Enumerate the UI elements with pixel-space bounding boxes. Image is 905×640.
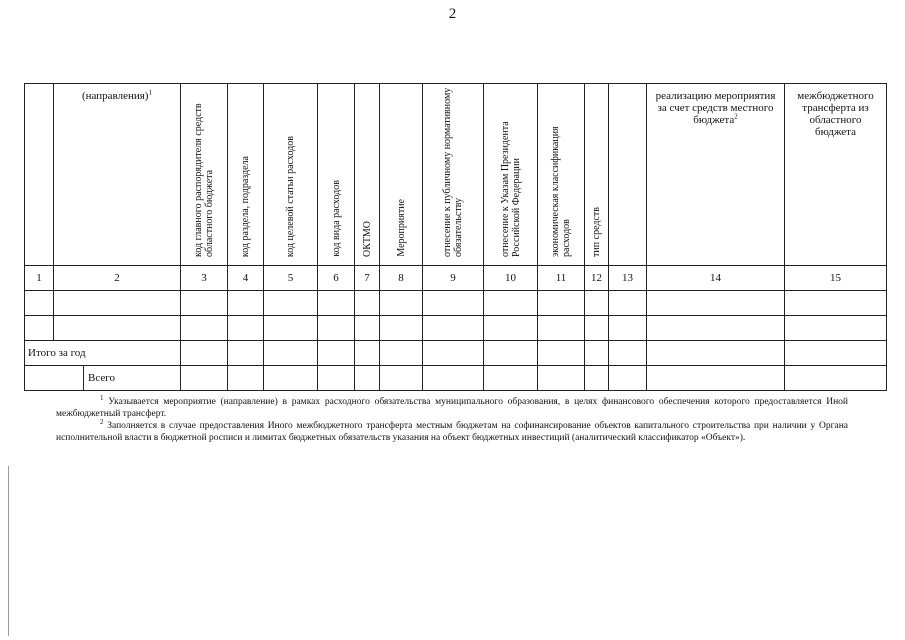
table-cell[interactable] — [423, 366, 484, 391]
table-cell[interactable] — [380, 316, 423, 341]
header-cell-6 — [318, 84, 355, 266]
column-number: 6 — [318, 266, 355, 291]
column-number: 1 — [25, 266, 54, 291]
table-cell[interactable] — [228, 291, 264, 316]
table-cell[interactable] — [647, 291, 785, 316]
year-total-label: Итого за год — [25, 341, 181, 366]
table-cell[interactable] — [585, 291, 609, 316]
table-row — [25, 291, 887, 316]
header-row — [25, 84, 887, 266]
header-oktmo: ОКТМО — [361, 221, 373, 257]
table-cell[interactable] — [54, 316, 181, 341]
footnotes — [56, 393, 848, 445]
column-number: 14 — [647, 266, 785, 291]
table-cell[interactable] — [538, 316, 585, 341]
table-cell[interactable] — [423, 291, 484, 316]
header-cell-1 — [25, 84, 54, 266]
table-cell[interactable] — [181, 366, 228, 391]
header-cell-8 — [380, 84, 423, 266]
header-target-item-code: код целевой статьи расходов — [285, 135, 296, 257]
table-cell[interactable] — [484, 341, 538, 366]
table-cell[interactable] — [380, 341, 423, 366]
table-cell[interactable] — [380, 291, 423, 316]
header-section-code: код раздела, подраздела — [240, 155, 251, 257]
column-number: 9 — [423, 266, 484, 291]
column-number: 11 — [538, 266, 585, 291]
header-local-budget-footnote-marker: 2 — [734, 112, 738, 121]
header-regional-transfer: межбюджетного трансферта из областного бюджета — [797, 90, 874, 138]
table-cell[interactable] — [423, 316, 484, 341]
table-cell[interactable] — [609, 291, 647, 316]
table-cell[interactable] — [380, 366, 423, 391]
grand-total-row — [25, 366, 887, 391]
header-funds-type: тип средств — [591, 207, 602, 257]
header-cell-3 — [181, 84, 228, 266]
header-presidential-decrees: отнесение к Указам Президента Российской Федерации — [499, 121, 522, 257]
header-direction-label: (направления) — [82, 90, 149, 102]
table-cell[interactable] — [228, 366, 264, 391]
table-cell[interactable] — [264, 291, 318, 316]
table-cell[interactable] — [585, 316, 609, 341]
page-number: 2 — [448, 6, 457, 22]
grand-total-label: Всего — [83, 366, 180, 390]
table-cell[interactable] — [609, 341, 647, 366]
table-cell[interactable] — [423, 341, 484, 366]
column-number: 3 — [181, 266, 228, 291]
footnote-2 — [56, 417, 848, 444]
footnote-marker: 2 — [100, 417, 104, 426]
header-cell-14 — [647, 84, 785, 266]
header-cell-5 — [264, 84, 318, 266]
column-number: 8 — [380, 266, 423, 291]
table-cell[interactable] — [785, 366, 887, 391]
table-cell[interactable] — [181, 291, 228, 316]
table-cell[interactable] — [785, 341, 887, 366]
table-cell[interactable] — [264, 366, 318, 391]
scan-margin-line — [8, 466, 9, 636]
table-cell[interactable] — [355, 341, 380, 366]
table-cell[interactable] — [318, 316, 355, 341]
header-expense-type-code: код вида расходов — [330, 180, 342, 257]
header-economic-classification: экономическая классификация расходов — [550, 126, 572, 257]
year-total-row — [25, 341, 887, 366]
table-cell[interactable] — [538, 366, 585, 391]
table-cell[interactable] — [264, 341, 318, 366]
column-number: 2 — [54, 266, 181, 291]
table-row — [25, 316, 887, 341]
column-number: 13 — [609, 266, 647, 291]
table-cell[interactable] — [318, 341, 355, 366]
header-cell-11 — [538, 84, 585, 266]
table-cell[interactable] — [484, 291, 538, 316]
table-cell[interactable] — [585, 341, 609, 366]
header-public-obligation: отнесение к публичному нормативному обязательству — [442, 87, 464, 257]
table-cell[interactable] — [181, 341, 228, 366]
footnote-text: Указывается мероприятие (направление) в рамках расходного обязательства муниципального образования, в целях финансового обеспечения которого предоставляется Иной межбюджетный трансферт. — [56, 397, 848, 419]
table-cell[interactable] — [355, 366, 380, 391]
table-cell[interactable] — [318, 291, 355, 316]
header-measure: Мероприятие — [395, 199, 407, 257]
header-cell-15 — [785, 84, 887, 266]
table-cell[interactable] — [25, 316, 54, 341]
table-cell[interactable] — [228, 341, 264, 366]
column-number: 5 — [264, 266, 318, 291]
header-cell-13 — [609, 84, 647, 266]
header-cell-12 — [585, 84, 609, 266]
table-cell[interactable] — [609, 366, 647, 391]
table-cell[interactable] — [355, 316, 380, 341]
column-number: 7 — [355, 266, 380, 291]
table-cell[interactable] — [785, 316, 887, 341]
table-cell[interactable] — [25, 291, 54, 316]
header-cell-10 — [484, 84, 538, 266]
footnote-text: Заполняется в случае предоставления Иного межбюджетного трансферта местным бюджетам на софинансирование объектов капитального строительства при наличии у Органа исполнительной власти в бюджетной росписи и лимитах бюджетных обязательств указания на объект бюджетных инвестиций (аналитический классификатор «Объект»). — [56, 421, 848, 443]
column-number: 10 — [484, 266, 538, 291]
grand-total-cell — [25, 366, 181, 391]
table-cell[interactable] — [647, 366, 785, 391]
header-cell-9 — [423, 84, 484, 266]
table-cell[interactable] — [785, 291, 887, 316]
table-cell[interactable] — [647, 316, 785, 341]
column-number: 12 — [585, 266, 609, 291]
header-cell-4 — [228, 84, 264, 266]
header-cell-2 — [54, 84, 181, 266]
header-direction-footnote-marker: 1 — [148, 88, 152, 97]
footnote-1 — [56, 393, 848, 420]
table-cell[interactable] — [538, 341, 585, 366]
column-number-row — [25, 266, 887, 291]
table-cell[interactable] — [264, 316, 318, 341]
budget-table — [24, 83, 887, 391]
table-cell[interactable] — [318, 366, 355, 391]
table-cell[interactable] — [54, 291, 181, 316]
table-cell[interactable] — [484, 366, 538, 391]
column-number: 4 — [228, 266, 264, 291]
table-cell[interactable] — [609, 316, 647, 341]
header-cell-7 — [355, 84, 380, 266]
footnote-marker: 1 — [100, 393, 104, 402]
column-number: 15 — [785, 266, 887, 291]
table-cell[interactable] — [585, 366, 609, 391]
table-cell[interactable] — [484, 316, 538, 341]
table-cell[interactable] — [538, 291, 585, 316]
table-cell[interactable] — [355, 291, 380, 316]
table-cell[interactable] — [228, 316, 264, 341]
header-main-manager-code: код главного распорядителя средств областного бюджета — [193, 103, 215, 257]
table-cell[interactable] — [181, 316, 228, 341]
table-cell[interactable] — [647, 341, 785, 366]
header-local-budget: реализацию мероприятия за счет средств местного бюджета — [655, 90, 776, 126]
